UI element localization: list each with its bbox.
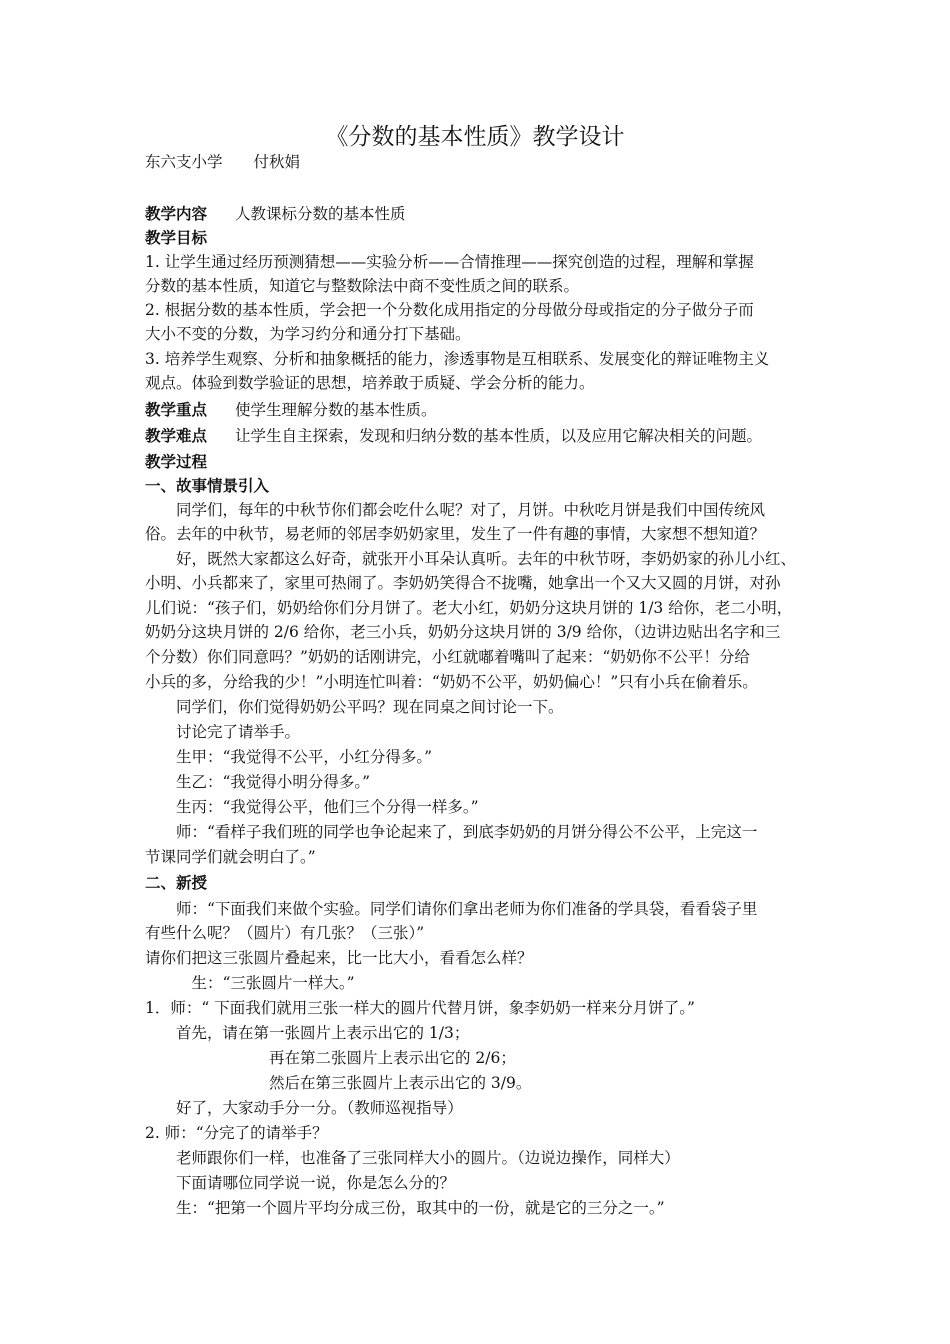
- key-point-value: 使学生理解分数的基本性质。: [235, 401, 437, 419]
- step-2-line-4: 生：“把第一个圆片平均分成三份，取其中的一份，就是它的三分之一。”: [145, 1199, 665, 1217]
- key-point-label: 教学重点: [145, 400, 208, 419]
- story-paragraph-2-line-2: 小明、小兵都来了，家里可热闹了。李奶奶笑得合不拢嘴，她拿出一个又大又圆的月饼，对孙: [145, 574, 781, 592]
- student-b-line: 生乙：“我觉得小明分得多。”: [145, 773, 371, 791]
- difficulty-row: [145, 426, 762, 446]
- section-1-heading: 一、故事情景引入: [145, 476, 270, 495]
- student-a-line: 生甲：“我觉得不公平，小红分得多。”: [145, 748, 433, 766]
- step-1-instruction-2: 再在第二张圆片上表示出它的 2/6；: [145, 1049, 516, 1067]
- goals-heading: 教学目标: [145, 228, 208, 247]
- teacher-line-2: 节课同学们就会明白了。”: [145, 848, 316, 866]
- document-title: 《分数的基本性质》教学设计: [325, 124, 625, 150]
- goal-2-line-1: 2. 根据分数的基本性质，学会把一个分数化成用指定的分母做分母或指定的分子做分子而: [145, 301, 754, 319]
- story-paragraph-2-line-3: 儿们说：“孩子们，奶奶给你们分月饼了。老大小红，奶奶分这块月饼的 1/3 给你，老二小明，: [145, 599, 793, 617]
- goal-2-line-2: 大小不变的分数，为学习约分和通分打下基础。: [145, 325, 471, 343]
- story-paragraph-1-line-2: 俗。去年的中秋节，易老师的邻居李奶奶家里，发生了一件有趣的事情，大家想不想知道？: [145, 525, 766, 543]
- content-row: [145, 204, 406, 224]
- step-1-activity: 好了，大家动手分一分。（教师巡视指导）: [145, 1099, 463, 1117]
- story-paragraph-4: 讨论完了请举手。: [145, 723, 301, 741]
- content-label: 教学内容: [145, 204, 208, 223]
- new-lesson-line-2: 有些什么呢？（圆片）有几张？（三张）”: [145, 924, 425, 942]
- story-paragraph-2-line-5: 个分数）你们同意吗？”奶奶的话刚讲完，小红就嘟着嘴叫了起来：“奶奶你不公平！分给: [145, 648, 750, 666]
- story-paragraph-2-line-4: 奶奶分这块月饼的 2/6 给你，老三小兵，奶奶分这块月饼的 3/9 给你，（边讲边贴出名字和三: [145, 623, 781, 641]
- student-c-line: 生丙：“我觉得公平，他们三个分得一样多。”: [145, 798, 479, 816]
- new-lesson-line-1: 师：“下面我们来做个实验。同学们请你们拿出老师为你们准备的学具袋，看看袋子里: [145, 900, 758, 918]
- goal-3-line-1: 3. 培养学生观察、分析和抽象概括的能力，渗透事物是互相联系、发展变化的辩证唯物主义: [145, 350, 770, 368]
- key-point-row: [145, 400, 437, 420]
- difficulty-label: 教学难点: [145, 426, 208, 445]
- goal-3-line-2: 观点。体验到数学验证的思想，培养敢于质疑、学会分析的能力。: [145, 374, 595, 392]
- story-paragraph-3: 同学们，你们觉得奶奶公平吗？现在同桌之间讨论一下。: [145, 698, 564, 716]
- step-1-line: 1．师：“ 下面我们就用三张一样大的圆片代替月饼，象李奶奶一样来分月饼了。”: [145, 999, 695, 1017]
- author-line: 东六支小学 付秋娟: [145, 153, 301, 171]
- step-2-line-3: 下面请哪位同学说一说，你是怎么分的？: [145, 1174, 456, 1192]
- goal-1-line-1: 1. 让学生通过经历预测猜想——实验分析——合情推理——探究创造的过程，理解和掌握: [145, 253, 754, 271]
- section-2-heading: 二、新授: [145, 873, 208, 892]
- new-lesson-line-4: 生：“三张圆片一样大。”: [145, 974, 355, 992]
- step-1-instruction-3: 然后在第三张圆片上表示出它的 3/9。: [145, 1074, 532, 1092]
- teacher-line-1: 师：“看样子我们班的同学也争论起来了，到底李奶奶的月饼分得公不公平，上完这一: [145, 823, 758, 841]
- step-2-line-2: 老师跟你们一样，也准备了三张同样大小的圆片。（边说边操作，同样大）: [145, 1149, 680, 1167]
- new-lesson-line-3: 请你们把这三张圆片叠起来，比一比大小，看看怎么样？: [145, 949, 533, 967]
- difficulty-value: 让学生自主探索，发现和归纳分数的基本性质，以及应用它解决相关的问题。: [235, 427, 763, 445]
- content-value: 人教课标分数的基本性质: [235, 205, 406, 223]
- story-paragraph-2-line-6: 小兵的多，分给我的少！”小明连忙叫着：“奶奶不公平，奶奶偏心！”只有小兵在偷着乐。: [145, 673, 758, 691]
- goal-1-line-2: 分数的基本性质，知道它与整数除法中商不变性质之间的联系。: [145, 277, 580, 295]
- story-paragraph-2-line-1: 好，既然大家都这么好奇，就张开小耳朵认真听。去年的中秋节呀，李奶奶家的孙儿小红、: [145, 550, 797, 568]
- step-2-line: 2. 师：“分完了的请举手？: [145, 1124, 328, 1142]
- step-1-instruction-1: 首先，请在第一张圆片上表示出它的 1/3；: [145, 1024, 470, 1042]
- process-heading: 教学过程: [145, 452, 208, 471]
- story-paragraph-1-line-1: 同学们，每年的中秋节你们都会吃什么呢？对了，月饼。中秋吃月饼是我们中国传统风: [145, 501, 766, 519]
